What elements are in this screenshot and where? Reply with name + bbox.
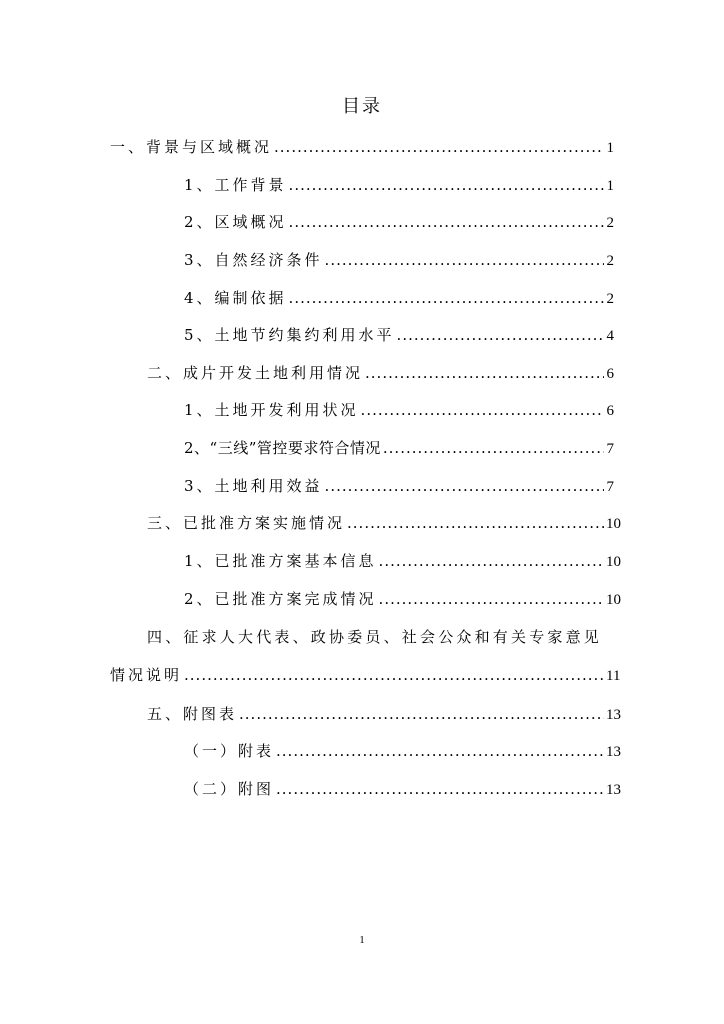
toc-entry-3-2[interactable] (184, 590, 621, 609)
toc-entry-section-1[interactable] (110, 138, 614, 157)
toc-leader-dots (347, 514, 604, 532)
toc-leader-dots (289, 176, 604, 194)
toc-page-number: 13 (606, 782, 621, 798)
toc-page-number: 2 (606, 215, 614, 231)
toc-entry-text: 情况说明 (110, 666, 183, 684)
toc-entry-3-1[interactable] (184, 552, 621, 571)
toc-entry-1-1[interactable] (184, 176, 614, 195)
toc-leader-dots (239, 705, 604, 723)
toc-entry-section-5[interactable] (147, 705, 621, 724)
toc-entry-text: （二）附图 (184, 780, 275, 798)
toc-entry-text: 1、已批准方案基本信息 (184, 552, 377, 570)
toc-entry-section-4-line2[interactable] (110, 666, 621, 685)
toc-page-number: 1 (606, 178, 614, 194)
toc-leader-dots (397, 326, 604, 344)
toc-page-number: 2 (606, 291, 614, 307)
toc-entry-section-3[interactable] (147, 514, 621, 533)
toc-entry-5-1[interactable] (184, 742, 621, 761)
toc-leader-dots (276, 780, 604, 798)
toc-page-number: 13 (606, 744, 621, 760)
toc-page-number: 10 (606, 516, 621, 532)
toc-entry-1-2[interactable] (184, 213, 614, 232)
toc-title: 目录 (342, 96, 382, 117)
toc-entry-1-5[interactable] (184, 326, 614, 345)
toc-leader-dots (325, 477, 604, 495)
toc-entry-1-3[interactable] (184, 251, 614, 270)
toc-leader-dots (325, 251, 604, 269)
toc-entry-text: 四、征求人大代表、政协委员、社会公众和有关专家意见 (147, 628, 603, 646)
toc-page-number: 10 (606, 592, 621, 608)
toc-leader-dots (289, 289, 604, 307)
toc-entry-text: 5、土地节约集约利用水平 (184, 326, 395, 344)
toc-leader-dots (383, 439, 604, 457)
toc-page-number: 11 (606, 668, 621, 684)
toc-leader-dots (184, 666, 604, 684)
toc-leader-dots (365, 364, 604, 382)
toc-page-number: 6 (606, 403, 614, 419)
toc-entry-text: 2、“三线”管控要求符合情况 (184, 439, 381, 457)
toc-leader-dots (276, 742, 604, 760)
toc-page-number: 4 (606, 328, 614, 344)
toc-entry-2-2[interactable] (184, 439, 614, 458)
toc-entry-section-4-line1[interactable] (147, 628, 602, 646)
toc-page-number: 13 (606, 707, 621, 723)
toc-entry-text: （一）附表 (184, 742, 275, 760)
toc-entry-text: 2、已批准方案完成情况 (184, 590, 377, 608)
toc-page-number: 1 (606, 140, 614, 156)
toc-entry-text: 一、背景与区域概况 (110, 138, 273, 156)
toc-entry-2-1[interactable] (184, 401, 614, 420)
toc-page-number: 10 (606, 554, 621, 570)
toc-entry-text: 3、土地利用效益 (184, 477, 323, 495)
toc-leader-dots (274, 138, 604, 156)
toc-entry-2-3[interactable] (184, 477, 614, 496)
toc-entry-5-2[interactable] (184, 780, 621, 799)
toc-leader-dots (289, 213, 604, 231)
toc-leader-dots (379, 590, 604, 608)
toc-entry-text: 4、编制依据 (184, 289, 287, 307)
toc-leader-dots (379, 552, 604, 570)
toc-entry-text: 二、成片开发土地利用情况 (147, 364, 364, 382)
toc-entry-1-4[interactable] (184, 289, 614, 308)
toc-page-number: 2 (606, 253, 614, 269)
toc-entry-text: 1、土地开发利用状况 (184, 401, 359, 419)
toc-entry-text: 1、工作背景 (184, 176, 287, 194)
toc-leader-dots (361, 401, 604, 419)
toc-entry-text: 五、附图表 (147, 705, 238, 723)
toc-page-number: 6 (606, 366, 614, 382)
toc-entry-text: 三、已批准方案实施情况 (147, 514, 346, 532)
toc-page-number: 7 (606, 479, 614, 495)
page-footer-number: 1 (359, 934, 365, 946)
toc-entry-section-2[interactable] (147, 364, 614, 383)
toc-entry-text: 3、自然经济条件 (184, 251, 323, 269)
toc-entry-text: 2、区域概况 (184, 213, 287, 231)
toc-page-number: 7 (606, 441, 614, 457)
